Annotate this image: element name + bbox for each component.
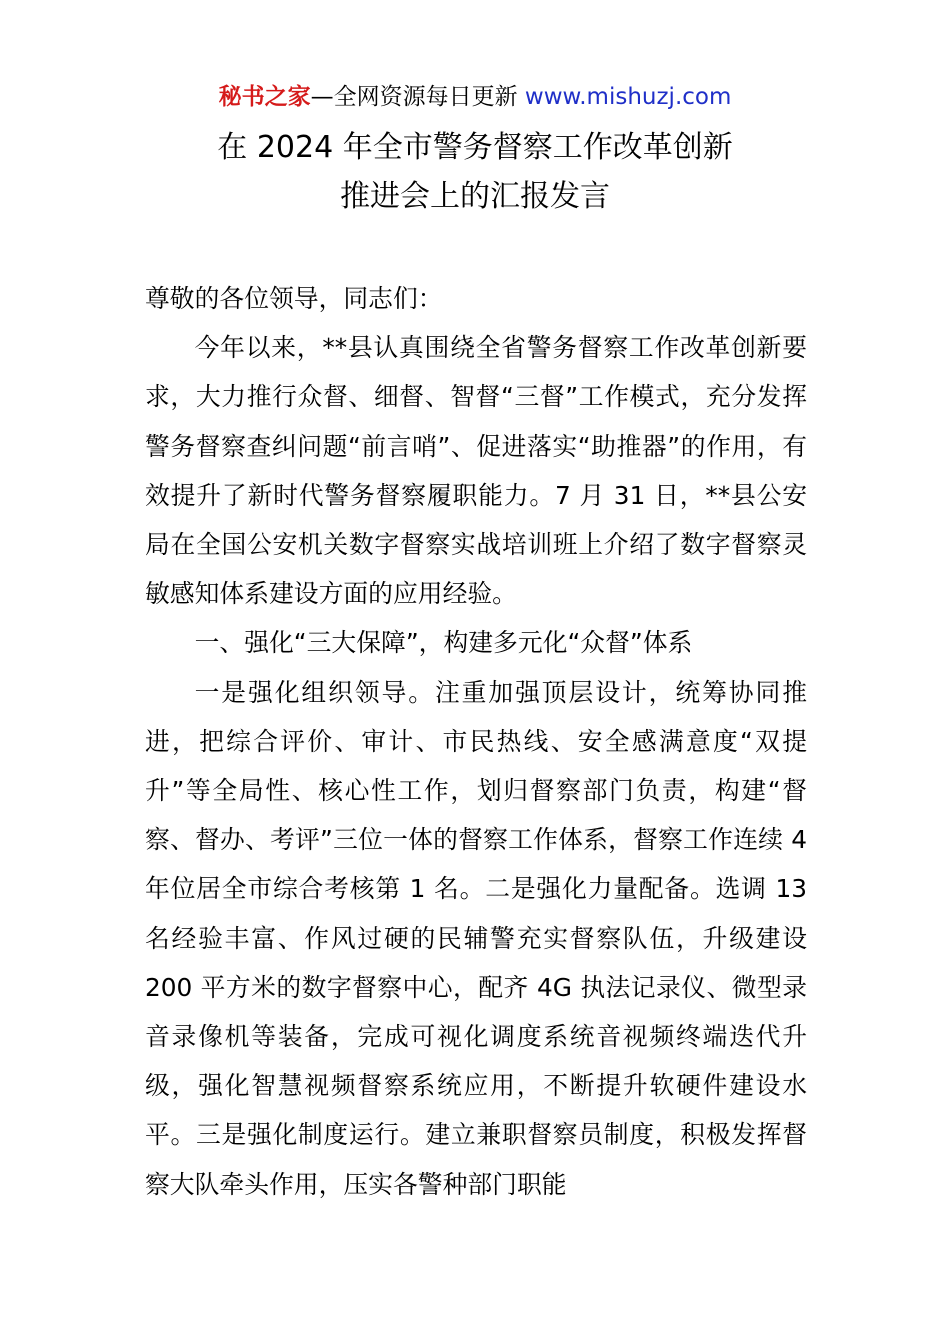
banner-tagline: —全网资源每日更新 bbox=[310, 84, 525, 110]
section-heading-1: 一、强化“三大保障”，构建多元化“众督”体系 bbox=[194, 628, 693, 658]
document-title-line-2: 推进会上的汇报发言 bbox=[340, 179, 610, 214]
paragraph-section-1: 一是强化组织领导。注重加强顶层设计，统筹协同推进，把综合评价、审计、市民热线、安全感满意度“双提升”等全局性、核心性工作，划归督察部门负责，构建“督察、督办、考评”三位一体的督察工作体系，督察工作连续 4 年位居全市综合考核第 1 名。二是强化力量配备。选调 13 名经验丰富、作风过硬的民辅警充实督察队伍，升级建设 200 平方米的数字督察中心，配齐 4G 执法记录仪、微型录音录像机等装备，完成可视化调度系统音视频终端迭代升级，强化智慧视频督察系统应用，不断提升软硬件建设水平。三是强化制度运行。建立兼职督察员制度，积极发挥督察大队牵头作用，压实各警种部门职能 bbox=[145, 677, 807, 1199]
document-body bbox=[145, 274, 807, 1209]
paragraph-intro: 今年以来，**县认真围绕全省警务督察工作改革创新要求，大力推行众督、细督、智督“三督”工作模式，充分发挥警务督察查纠问题“前言哨”、促进落实“助推器”的作用，有效提升了新时代警务督察履职能力。7 月 31 日，**县公安局在全国公安机关数字督察实战培训班上介绍了数字督察灵敏感知体系建设方面的应用经验。 bbox=[145, 333, 807, 609]
banner-brand: 秘书之家 bbox=[218, 84, 311, 110]
site-banner bbox=[0, 80, 950, 114]
banner-url-link[interactable]: www.mishuzj.com bbox=[524, 84, 732, 110]
document-title-line-1: 在 2024 年全市警务督察工作改革创新 bbox=[217, 130, 733, 165]
salutation: 尊敬的各位领导，同志们： bbox=[145, 284, 443, 313]
